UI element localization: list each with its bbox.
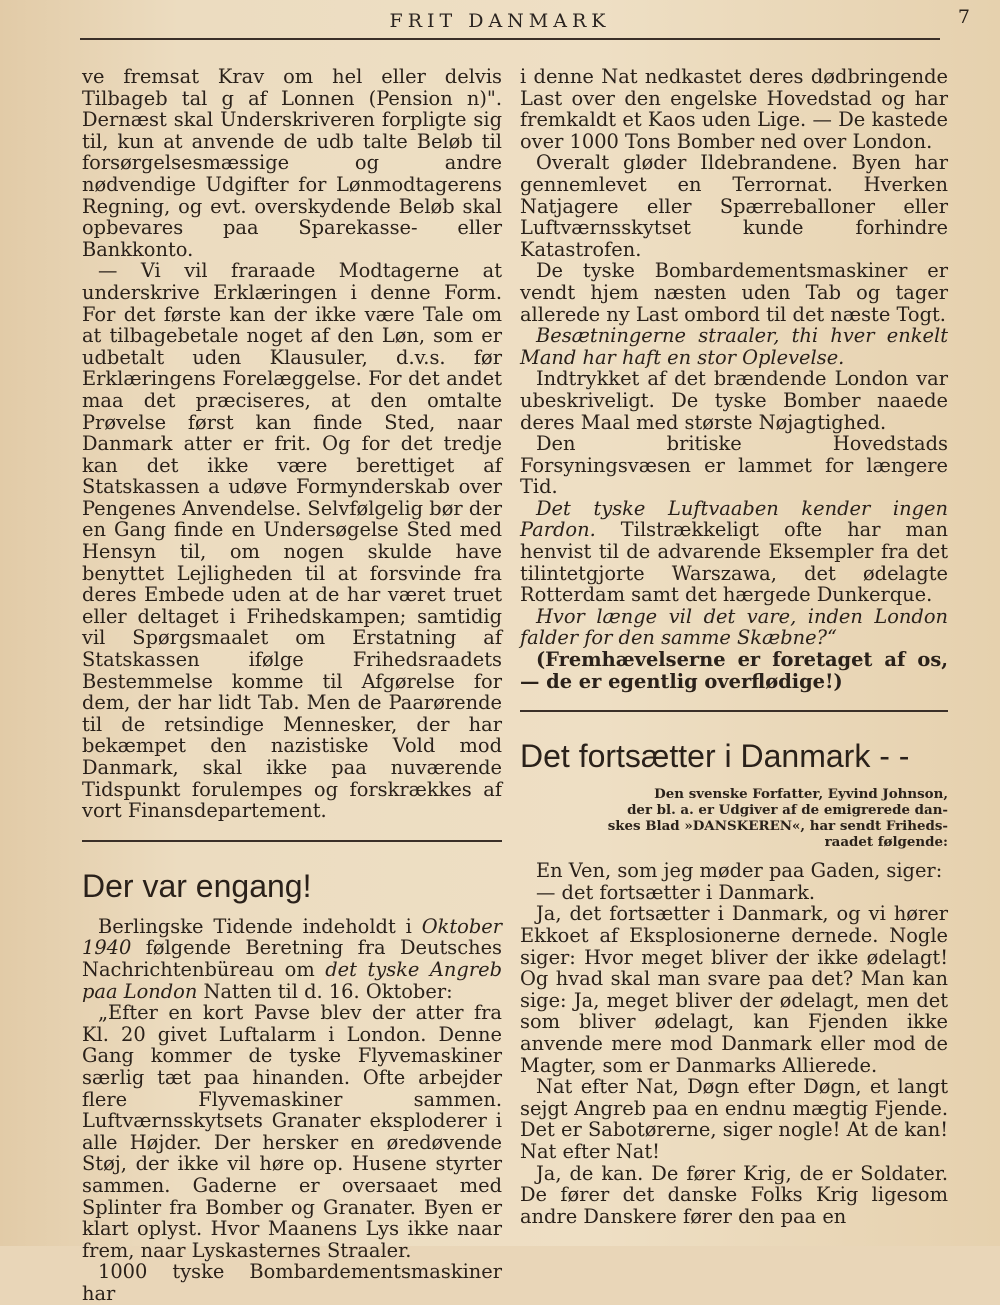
text-run: Natten til d. 16. Oktober: bbox=[197, 979, 453, 1003]
paragraph: Den britiske Hovedstads Forsyningsvæsen er lammet for længere Tid. bbox=[520, 432, 948, 499]
paragraph: — det fortsætter i Danmark. bbox=[536, 880, 816, 904]
byline-line: Den svenske Forfatter, Eyvind Johnson, bbox=[654, 786, 948, 803]
byline-line: der bl. a. er Udgiver af de emigrerede dan- bbox=[627, 802, 948, 819]
paragraph: Ja, de kan. De fører Krig, de er Soldater. De fører det danske Folks Krig ligesom andre Danskere fører den paa en bbox=[520, 1161, 948, 1228]
masthead: FRIT DANMARK bbox=[389, 10, 611, 32]
byline bbox=[520, 786, 948, 850]
paragraph: „Efter en kort Pavse blev der atter fra Kl. 20 givet Luftalarm i London. Denne Gang kommer de tyske Flyvemaskiner særlig tæt paa hinanden. Ofte arbejder flere Flyvemaskiner sammen. Luftværnsskytsets Granater eksploderer i alle Højder. Der hersker en øredøvende Støj, der ikke vil høre op. Husene styrter sammen. Gaderne er oversaaet med Splinter fra Bomber og Granater. Byen er klart oplyst. Hvor Maanens Lys ikke naar frem, naar Lyskasternes Straaler. bbox=[82, 1001, 502, 1262]
paragraph: Nat efter Nat, Døgn efter Døgn, et langt sejgt Angreb paa en endnu mægtig Fjende. Det er Sabotørerne, siger nogle! At de kan! Nat efter Nat! bbox=[520, 1075, 948, 1163]
paragraph: En Ven, som jeg møder paa Gaden, siger: bbox=[536, 859, 943, 883]
text-run: Berlingske Tidende indeholdt i bbox=[98, 914, 422, 938]
paragraph: — Vi vil fraraade Modtagerne at underskrive Erklæringen i denne Form. For det første kan der ikke være Tale om at tilbagebetale noget af den Løn, som er udbetalt uden Klausuler, d.v.s. før Erklæringens Forelæggelse. For det andet maa det præciseres, at den omtalte Prøvelse først kan finde Sted, naar Danmark atter er frit. Og for det tredje kan det ikke være berettiget af Statskassen a udøve Formynderskab over Pengenes Anvendelse. Selvfølgelig bør der en Gang finde en Undersøgelse Sted med Hensyn til, om nogen skulde have benyttet Lejligheden til at forsvinde fra deres Embede uden at de har været truet eller deltaget i Frihedskampen; samtidig vil Spørgsmaalet om Erstatning af Statskassen ifølge Frihedsraadets Bestemmelse komme til Afgørelse for dem, der har lidt Tab. Men de Paarørende til de retsindige Mennesker, der har bekæmpet den nazistiske Vold mod Danmark, skal ikke paa nuværende Tidspunkt forulempes og forskrækkes af vort Finansdepartement. bbox=[82, 259, 502, 823]
section-divider bbox=[520, 710, 948, 712]
editorial-note: (Fremhævelserne er foretaget af os, — de er egentlig overflødige!) bbox=[520, 648, 948, 693]
left-column bbox=[82, 66, 502, 1304]
paragraph: i denne Nat nedkastet deres dødbringende Last over den engelske Hovedstad og har fremkaldt et Kaos uden Lige. — De kastede over 1000 Tons Bomber ned over London. bbox=[520, 65, 948, 153]
text-run: Tilstrækkeligt ofte har man henvist til de advarende Eksempler fra det tilintetgjorte Warszawa, det ødelagte Rotterdam samt det hærgede Dunkerque. bbox=[520, 518, 948, 607]
section-divider bbox=[82, 840, 502, 842]
header-rule bbox=[80, 38, 940, 40]
paragraph bbox=[82, 916, 502, 1002]
byline-line: skes Blad »DANSKEREN«, har sendt Friheds- bbox=[607, 818, 948, 835]
italic-paragraph: Besætningerne straaler, thi hver enkelt Mand har haft en stor Oplevelse. bbox=[520, 324, 948, 369]
right-column bbox=[520, 66, 948, 1227]
italic-run: Det tyske Luftvaaben kender ingen Pardon. bbox=[520, 496, 948, 542]
paragraph: ve fremsat Krav om hel eller delvis Tilbageb tal g af Lonnen (Pension n)". Dernæst skal Underskriveren forpligte sig til, kun at anvende de udb talte Beløb til forsørgelsesmæssige og andre nødvendige Udgifter for Lønmodtagerens Regning, og evt. overskydende Beløb skal opbevares paa Sparekasse- eller Bankkonto. bbox=[82, 65, 502, 261]
italic-run: Oktober 1940 bbox=[82, 914, 502, 960]
page-number: 7 bbox=[957, 6, 970, 28]
paragraph: Indtrykket af det brændende London var ubeskriveligt. De tyske Bomber naaede deres Maal med største Nøjagtighed. bbox=[520, 367, 948, 434]
paragraph: 1000 tyske Bombardementsmaskiner har bbox=[82, 1260, 502, 1305]
italic-run: det tyske Angreb paa London bbox=[82, 957, 502, 1003]
headline-der-var-engang: Der var engang! bbox=[82, 867, 312, 904]
text-run: følgende Beretning fra Deutsches Nachrichtenbüreau om bbox=[82, 936, 502, 981]
paragraph: Ja, det fortsætter i Danmark, og vi hører Ekkoet af Eksplosionerne dernede. Nogle siger: Hvor meget bliver der ikke ødelagt! Og hvad skal man svare paa det? Man kan sige: Ja, meget bliver der ødelagt, men det som bliver ødelagt, kan Fjenden ikke anvende mere mod Danmark eller mod de Magter, som er Danmarks Allierede. bbox=[520, 902, 948, 1077]
byline-line: raadet følgende: bbox=[824, 834, 948, 851]
paragraph: De tyske Bombardementsmaskiner er vendt hjem næsten uden Tab og tager allerede ny Last ombord til det næste Togt. bbox=[520, 259, 948, 326]
paragraph: Overalt gløder Ildebrandene. Byen har gennemlevet en Terrornat. Hverken Natjagere eller Spærreballoner eller Luftværnsskytset kunde forhindre Katastrofen. bbox=[520, 151, 948, 261]
headline-det-fortsaetter: Det fortsætter i Danmark - - bbox=[520, 738, 910, 775]
italic-paragraph: Hvor længe vil det vare, inden London falder for den samme Skæbne?“ bbox=[520, 604, 948, 650]
paragraph bbox=[520, 498, 948, 606]
